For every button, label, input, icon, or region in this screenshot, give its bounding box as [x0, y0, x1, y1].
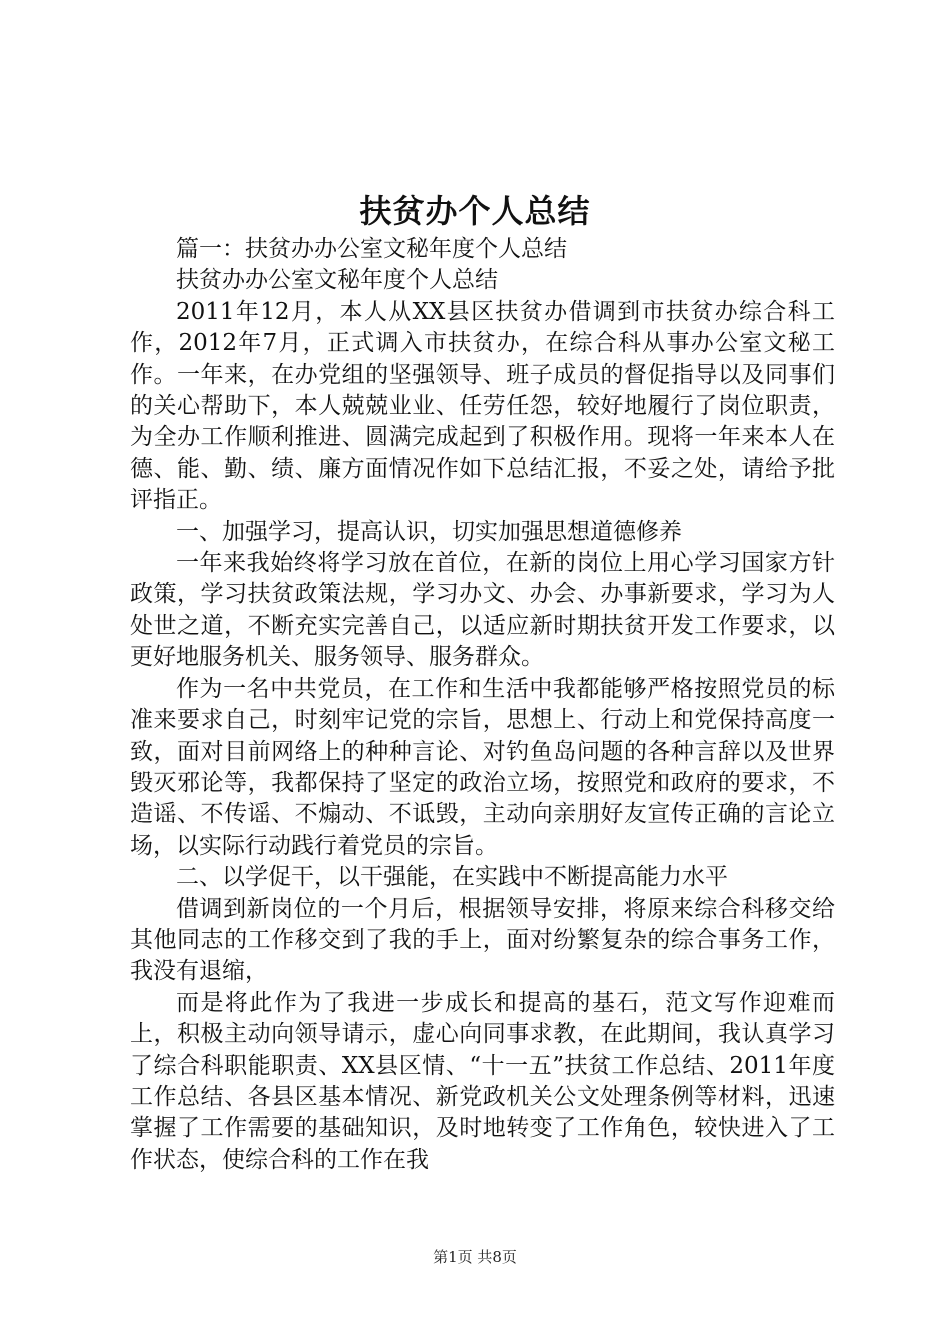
paragraph-study: 一年来我始终将学习放在首位，在新的岗位上用心学习国家方针政策，学习扶贫政策法规，学习办文、办会、办事新要求，学习为人处世之道，不断充实完善自己，以适应新时期扶贫开发工作要求，以更好地服务机关、服务领导、服务群众。 [130, 550, 835, 671]
section-subtitle: 篇一：扶贫办办公室文秘年度个人总结 [176, 236, 567, 262]
page-number: 第1页 共8页 [433, 1248, 517, 1266]
paragraph-party-member: 作为一名中共党员，在工作和生活中我都能够严格按照党员的标准来要求自己，时刻牢记党的宗旨，思想上、行动上和党保持高度一致，面对目前网络上的种种言论、对钓鱼岛问题的各种言辞以及世界毁灭邪论等，我都保持了坚定的政治立场，按照党和政府的要求，不造谣、不传谣、不煽动、不诋毁，主动向亲朋好友宣传正确的言论立场，以实际行动践行着党员的宗旨。 [130, 675, 835, 859]
paragraph-intro: 2011年12月，本人从XX县区扶贫办借调到市扶贫办综合科工作，2012年7月，正式调入市扶贫办，在综合科从事办公室文秘工作。一年来，在办党组的坚强领导、班子成员的督促指导以及同事们的关心帮助下，本人兢兢业业、任劳任怨，较好地履行了岗位职责，为全办工作顺利推进、圆满完成起到了积极作用。现将一年来本人在德、能、勤、绩、廉方面情况作如下总结汇报，不妥之处，请给予批评指正。 [130, 298, 835, 514]
paragraph-growth: 而是将此作为了我进一步成长和提高的基石，范文写作迎难而上，积极主动向领导请示，虚心向同事求教，在此期间，我认真学习了综合科职能职责、XX县区情、“十一五”扶贫工作总结、2011年度工作总结、各县区基本情况、新党政机关公文处理条例等材料，迅速掌握了工作需要的基础知识，及时地转变了工作角色，较快进入了工作状态，使综合科的工作在我 [130, 989, 835, 1173]
article-title: 扶贫办办公室文秘年度个人总结 [176, 267, 498, 294]
paragraph-new-post: 借调到新岗位的一个月后，根据领导安排，将原来综合科移交给其他同志的工作移交到了我的手上，面对纷繁复杂的综合事务工作，我没有退缩， [130, 895, 835, 985]
section-heading-1: 一、加强学习，提高认识，切实加强思想道德修养 [176, 518, 682, 545]
section-heading-2: 二、以学促干，以干强能，在实践中不断提高能力水平 [176, 864, 728, 891]
document-body [130, 234, 835, 1176]
document-title: 扶贫办个人总结 [359, 192, 591, 230]
